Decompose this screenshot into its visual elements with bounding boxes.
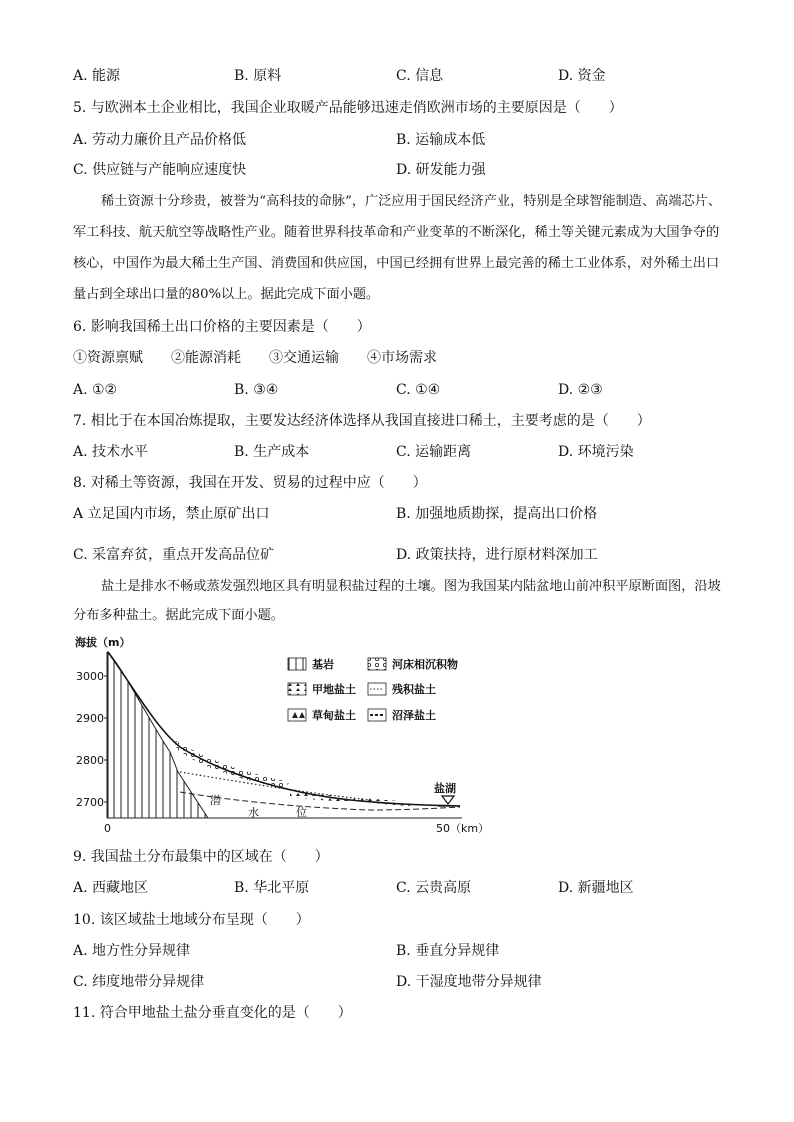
legend-swatch-fluvial — [368, 658, 386, 670]
cross-section-figure — [70, 632, 490, 837]
q9-option-b[interactable]: B. 华北平原 — [234, 880, 310, 896]
q7-option-b[interactable]: B. 生产成本 — [234, 444, 310, 460]
q5-option-a[interactable]: A. 劳动力廉价且产品价格低 — [73, 132, 247, 148]
y-tick-2900: 2900 — [76, 712, 104, 725]
q5-option-b[interactable]: B. 运输成本低 — [396, 132, 486, 148]
y-tick-3000: 3000 — [76, 670, 104, 683]
legend-marsh: 沼泽盐土 — [392, 709, 436, 722]
q7-option-a[interactable]: A. 技术水平 — [73, 444, 149, 460]
q4-option-a[interactable]: A. 能源 — [73, 68, 121, 84]
q9-option-d[interactable]: D. 新疆地区 — [558, 880, 634, 896]
q11-stem: 11. 符合甲地盐土盐分垂直变化的是（ ） — [73, 1005, 352, 1021]
legend-bedrock: 基岩 — [312, 658, 334, 671]
q6-option-c[interactable]: C. ①④ — [396, 382, 441, 398]
q6-option-a[interactable]: A. ①② — [73, 382, 118, 398]
q8-option-c[interactable]: C. 采富弃贫，重点开发高品位矿 — [73, 547, 275, 563]
q10-option-c[interactable]: C. 纬度地带分异规律 — [73, 974, 205, 990]
legend-swatch-jiadi — [288, 683, 306, 695]
q5-option-c[interactable]: C. 供应链与产能响应速度快 — [73, 162, 247, 178]
passage-rare-earth: 稀土资源十分珍贵，被誉为“高科技的命脉”，广泛应用于国民经济产业，特别是全球智能制造、高端芯片、军工科技、航天航空等战略性产业。随着世界科技革命和产业变革的不断深化，稀土等关键元素成为大国争夺的核心，中国作为最大稀土生产国、消费国和供应国，中国已经拥有世界上最完善的稀土工业体系，对外稀土出口量占到全球出口量的80%以上。据此完成下面小题。 — [73, 194, 722, 302]
q5-option-d[interactable]: D. 研发能力强 — [396, 162, 486, 178]
q10-option-d[interactable]: D. 干湿度地带分异规律 — [396, 974, 542, 990]
y-tick-2700: 2700 — [76, 796, 104, 809]
q9-stem: 9. 我国盐土分布最集中的区域在（ ） — [73, 849, 329, 865]
q8-stem: 8. 对稀土等资源，我国在开发、贸易的过程中应（ ） — [73, 475, 427, 491]
q10-stem: 10. 该区域盐土地域分布呈现（ ） — [73, 912, 310, 928]
q9-option-c[interactable]: C. 云贵高原 — [396, 880, 472, 896]
y-axis-label: 海拔（m） — [75, 636, 131, 649]
legend-jiadi: 甲地盐土 — [312, 683, 356, 696]
q7-option-d[interactable]: D. 环境污染 — [558, 444, 634, 460]
water-table-char-1: 潜 — [210, 794, 221, 807]
q8-option-b[interactable]: B. 加强地质勘探，提高出口价格 — [396, 506, 598, 522]
q10-option-b[interactable]: B. 垂直分异规律 — [396, 943, 500, 959]
q8-option-a[interactable]: A 立足国内市场，禁止原矿出口 — [73, 506, 270, 522]
q4-option-b[interactable]: B. 原料 — [234, 68, 282, 84]
fluvial-deposit-zone — [170, 737, 290, 788]
q10-option-a[interactable]: A. 地方性分异规律 — [73, 943, 191, 959]
legend-meadow: 草甸盐土 — [312, 709, 356, 722]
legend-fluvial: 河床相沉积物 — [392, 658, 458, 671]
q9-option-a[interactable]: A. 西藏地区 — [73, 880, 149, 896]
q5-stem: 5. 与欧洲本土企业相比，我国企业取暖产品能够迅速走俏欧洲市场的主要原因是（ ） — [73, 100, 623, 116]
y-tick-2800: 2800 — [76, 754, 104, 767]
q8-option-d[interactable]: D. 政策扶持，进行原材料深加工 — [396, 547, 598, 563]
legend-swatch-bedrock — [288, 658, 306, 670]
x-tick-0: 0 — [104, 822, 111, 835]
water-table-char-3: 位 — [296, 806, 307, 819]
q6-stem: 6. 影响我国稀土出口价格的主要因素是（ ） — [73, 319, 371, 335]
q7-option-c[interactable]: C. 运输距离 — [396, 444, 472, 460]
q6-factors: ①资源禀赋 ②能源消耗 ③交通运输 ④市场需求 — [73, 350, 437, 366]
salt-lake-symbol — [442, 796, 454, 804]
bedrock-mass — [108, 652, 208, 818]
water-table-char-2: 水 — [248, 806, 259, 819]
jiadi-salt-soil-zone — [290, 792, 410, 806]
legend — [288, 657, 458, 722]
q4-option-c[interactable]: C. 信息 — [396, 68, 444, 84]
x-tick-50km: 50（km） — [436, 822, 490, 835]
q4-option-d[interactable]: D. 资金 — [558, 68, 606, 84]
legend-residual: 残积盐土 — [392, 683, 436, 696]
q6-option-b[interactable]: B. ③④ — [234, 382, 279, 398]
salt-lake-label: 盐湖 — [434, 782, 456, 795]
q6-option-d[interactable]: D. ②③ — [558, 382, 603, 398]
passage-saline-soil: 盐土是排水不畅或蒸发强烈地区具有明显积盐过程的土壤。图为我国某内陆盆地山前冲积平原断面图，沿坡分布多种盐土。据此完成下面小题。 — [73, 579, 721, 623]
q7-stem: 7. 相比于在本国冶炼提取，主要发达经济体选择从我国直接进口稀土，主要考虑的是（ ） — [73, 413, 651, 429]
